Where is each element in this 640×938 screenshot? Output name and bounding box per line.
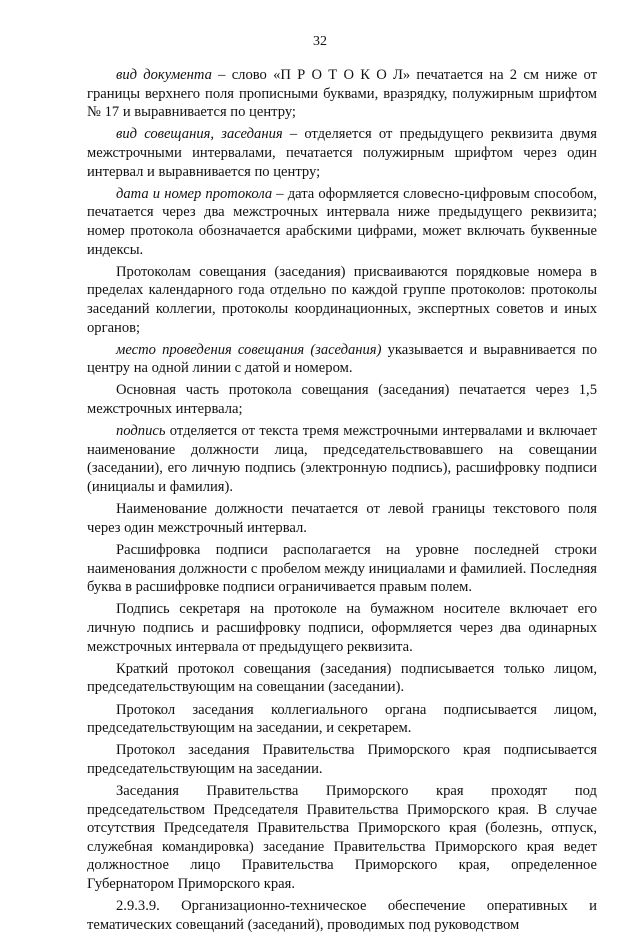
paragraph-text: – отделяется от предыдущего реквизита двумя межстрочными интервалами, печатается полужирным шрифтом через один интервал и выравнивается по центру; — [87, 126, 597, 180]
paragraph — [87, 541, 597, 597]
paragraph — [87, 125, 597, 181]
paragraph — [87, 660, 597, 697]
paragraph — [87, 600, 597, 656]
paragraph-text: Протокол заседания Правительства Приморского края подписывается председательствующим на заседании. — [87, 742, 597, 777]
paragraph-text: 2.9.3.9. Организационно-техническое обеспечение оперативных и тематических совещаний (заседаний), проводимых под руководством — [87, 898, 597, 933]
paragraph — [87, 263, 597, 337]
paragraph-lead: вид документа — [116, 67, 212, 83]
paragraph-lead: дата и номер протокола — [116, 185, 273, 202]
paragraph — [87, 782, 597, 894]
paragraph — [87, 701, 597, 738]
page-number: 32 — [313, 34, 327, 49]
paragraph-lead: подпись — [116, 423, 166, 440]
paragraph-lead: вид совещания, заседания — [116, 126, 283, 143]
paragraph-text: Протокол заседания коллегиального органа подписывается лицом, председательствующим на заседании, и секретарем. — [87, 701, 597, 737]
paragraph-lead: место проведения совещания (заседания) — [116, 341, 382, 358]
paragraph — [87, 66, 597, 122]
paragraph — [87, 500, 597, 537]
document-body — [87, 66, 597, 938]
paragraph-text: Краткий протокол совещания (заседания) подписывается только лицом, председательствующим на совещании (заседании). — [87, 660, 597, 696]
paragraph — [87, 741, 597, 778]
paragraph — [87, 897, 597, 934]
paragraph-text: Заседания Правительства Приморского края проходят под председательством Председателя Правительства Приморского края. В случае отсутствия Председателя Правительства Приморского края (болезнь, отпуск, служебная командировка) заседание Правительства Приморского края ведет должностное лицо Правительства Приморского края, определенное Губернатором Приморского края. — [87, 783, 597, 893]
paragraph — [87, 422, 597, 496]
paragraph-text: Протоколам совещания (заседания) присваиваются порядковые номера в пределах календарного года отдельно по каждой группе протоколов: протоколы заседаний коллегии, протоколы координационных, экспертных советов и иных органов; — [87, 263, 597, 336]
paragraph-text: Наименование должности печатается от левой границы текстового поля через один межстрочный интервал. — [87, 501, 597, 536]
paragraph-text: указывается и выравнивается по центру на одной линии с датой и номером. — [87, 341, 597, 377]
paragraph-text: – слово «П Р О Т О К О Л» печатается на 2 см ниже от границы верхнего поля прописными буквами, вразрядку, полужирным шрифтом № 17 и выравнивается по центру; — [87, 67, 597, 121]
paragraph-text: Подпись секретаря на протоколе на бумажном носителе включает его личную подпись и расшифровку подписи, оформляется через два одинарных межстрочных интервала от предыдущего реквизита. — [87, 601, 597, 655]
paragraph-text: отделяется от текста тремя межстрочными интервалами и включает наименование должности лица, председательствовавшего на совещании (заседании), его личную подпись (электронную подпись), расшифровку подписи (инициалы и фамилия). — [87, 423, 597, 496]
paragraph — [87, 341, 597, 378]
paragraph-text: Расшифровка подписи располагается на уровне последней строки наименования должности с пробелом между инициалами и фамилией. Последняя буква в расшифровке подписи ограничивается правым полем. — [87, 542, 597, 596]
paragraph-text: Основная часть протокола совещания (заседания) печатается через 1,5 межстрочных интервала; — [87, 382, 597, 418]
paragraph — [87, 381, 597, 418]
paragraph — [87, 185, 597, 259]
paragraph-text: – дата оформляется словесно-цифровым способом, печатается через два межстрочных интервала ниже предыдущего реквизита; номер протокола обозначается арабскими цифрами, может включать буквенные индексы. — [87, 185, 597, 258]
